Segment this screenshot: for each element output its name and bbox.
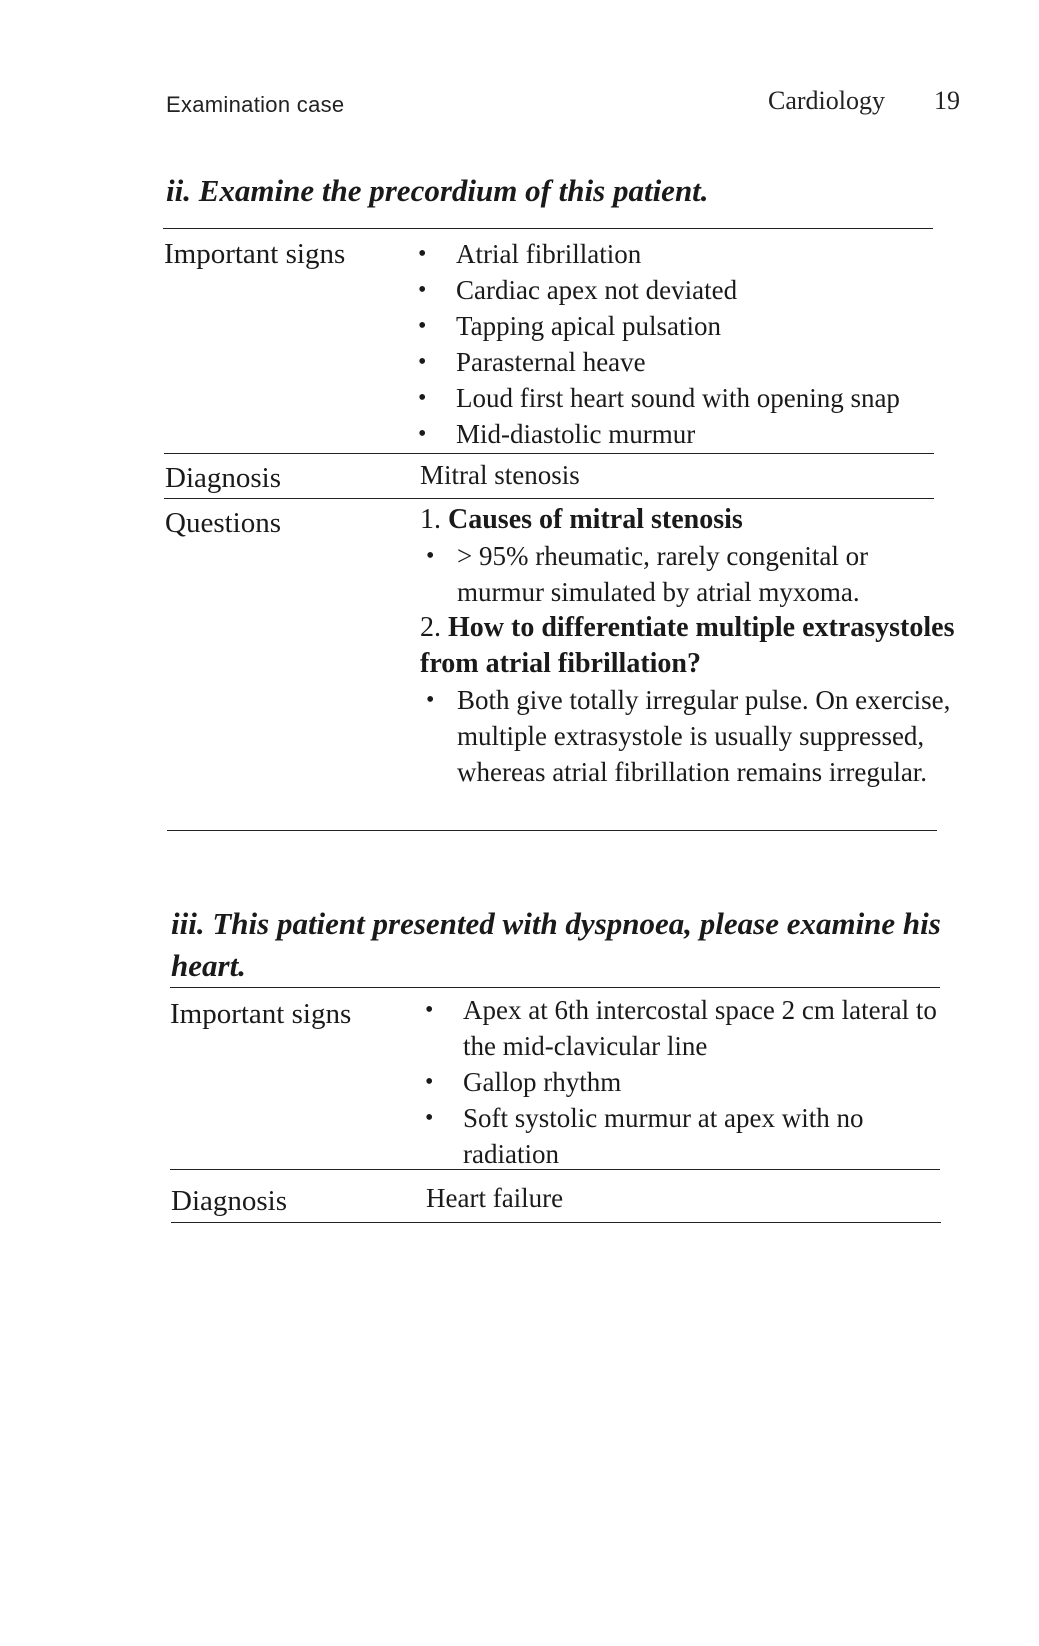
table-top-rule — [170, 987, 940, 988]
important-signs-label: Important signs — [164, 238, 346, 270]
table-bottom-rule — [167, 830, 937, 831]
table-bottom-rule — [171, 1222, 941, 1223]
question-number: 1. — [420, 504, 441, 535]
diagnosis-value: Mitral stenosis — [420, 460, 580, 490]
row-divider — [164, 453, 934, 454]
answer-2: • Both give totally irregular pulse. On exercise, multiple extrasystole is usually suppressed, whereas atrial fibrillation remains irregular. — [420, 682, 955, 790]
running-header-right: Cardiology — [768, 86, 885, 115]
diagnosis-label: Diagnosis — [171, 1185, 287, 1217]
section-title-dyspnoea: iii. This patient presented with dyspnoea, please examine his heart. — [171, 906, 941, 983]
question-2 — [420, 610, 955, 682]
list-item: • Apex at 6th intercostal space 2 cm lateral to the mid-clavicular line — [425, 992, 955, 1064]
list-item: • Atrial fibrillation — [418, 236, 948, 272]
list-item: • Gallop rhythm — [425, 1064, 955, 1100]
row-divider — [164, 498, 934, 499]
important-signs-label: Important signs — [170, 998, 352, 1030]
question-1 — [420, 502, 955, 538]
table-top-rule — [163, 228, 933, 229]
section-title-precordium: ii. Examine the precordium of this patient. — [166, 173, 709, 208]
list-item: • Tapping apical pulsation — [418, 308, 948, 344]
questions-label: Questions — [165, 507, 281, 539]
page-number: 19 — [934, 86, 960, 115]
list-item: • Parasternal heave — [418, 344, 948, 380]
question-number: 2. — [420, 612, 441, 643]
list-item: • Loud first heart sound with opening snap — [418, 380, 948, 416]
important-signs-list — [418, 236, 948, 452]
diagnosis-value: Heart failure — [426, 1183, 564, 1213]
question-text: Causes of mitral stenosis — [448, 504, 743, 535]
list-item: • Cardiac apex not deviated — [418, 272, 948, 308]
running-header-left: Examination case — [166, 92, 345, 117]
row-divider — [170, 1169, 940, 1170]
answer-1: • > 95% rheumatic, rarely congenital or murmur simulated by atrial myxoma. — [420, 538, 955, 610]
question-text: How to differentiate multiple extrasystoles from atrial fibrillation? — [420, 612, 955, 679]
list-item: • Mid-diastolic murmur — [418, 416, 948, 452]
diagnosis-label: Diagnosis — [165, 462, 281, 494]
questions-block — [420, 502, 955, 790]
list-item: • Soft systolic murmur at apex with no radiation — [425, 1100, 955, 1172]
important-signs-list — [425, 992, 955, 1172]
